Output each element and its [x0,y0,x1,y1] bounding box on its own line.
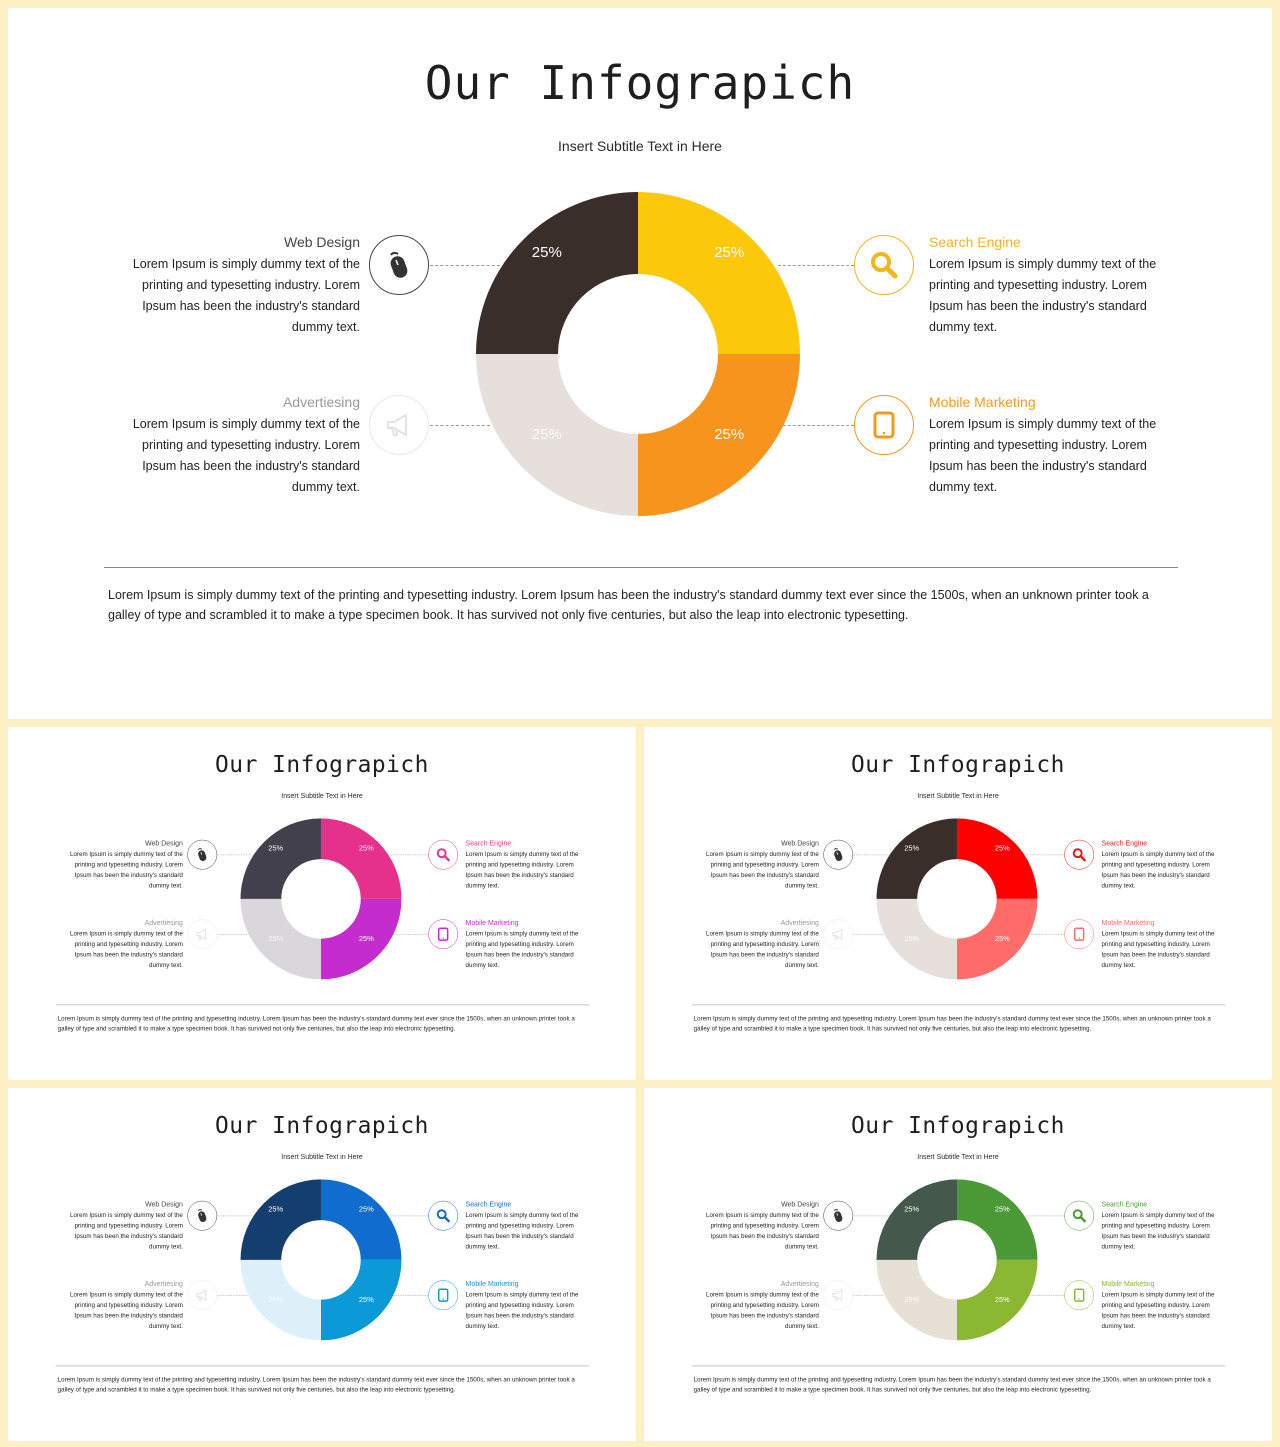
advertising-block [697,919,819,971]
advertising-label: Advertiesing [282,394,360,410]
search-icon [428,1201,458,1231]
donut-chart [877,1179,1038,1340]
web-design-block [697,839,819,891]
mobile-marketing-label: Mobile Marketing [465,1279,519,1288]
mobile-marketing-label: Mobile Marketing [929,394,1036,410]
donut-slice-search-engine [957,1179,1037,1259]
advertising-block [61,919,183,971]
slide-title: Our Infograpich [215,750,429,778]
mobile-marketing-body: Lorem Ipsum is simply dummy text of the printing and typesetting industry. Lorem Ipsum has been the industry's standard dummy text. [1101,1291,1215,1330]
advertising-body: Lorem Ipsum is simply dummy text of the printing and typesetting industry. Lorem Ipsum has been the industry's standard dummy text. [70,1291,183,1330]
search-engine-label: Search Engine [1101,839,1148,848]
search-icon [854,235,914,295]
slide-content [644,727,1272,1080]
slide-thumb-pink[interactable] [8,727,636,1080]
footer-text: Lorem Ipsum is simply dummy text of the printing and typesetting industry. Lorem Ipsum has been the industry's standard dummy text ever since the 1500s, when an unknown printer took a galley of type and scrambled it to make a type specimen book. It has survived not only five centuries, but also the leap into electronic typesetting. [693,1015,1211,1033]
donut-label-web-design: 25% [904,1204,920,1214]
search-engine-block [466,839,588,891]
donut-label-search-engine: 25% [714,243,745,261]
search-engine-body: Lorem Ipsum is simply dummy text of the printing and typesetting industry. Lorem Ipsum has been the industry's standard dummy text. [1101,1211,1215,1250]
search-engine-block [466,1200,588,1252]
donut-label-search-engine: 25% [358,1204,374,1214]
donut-label-advertiesing: 25% [531,426,562,444]
search-engine-body: Lorem Ipsum is simply dummy text of the printing and typesetting industry. Lorem Ipsum has been the industry's standard dummy text. [465,850,579,889]
advertising-label: Advertiesing [780,1279,819,1288]
tablet-icon [1064,919,1094,949]
donut-label-mobile-marketing: 25% [994,934,1010,944]
web-design-block [61,839,183,891]
mouse-icon [823,1201,853,1231]
donut-chart [877,818,1038,979]
slide-thumb-blue[interactable] [8,1088,636,1441]
search-engine-block [1102,839,1224,891]
web-design-label: Web Design [145,839,183,848]
web-design-body: Lorem Ipsum is simply dummy text of the printing and typesetting industry. Lorem Ipsum has been the industry's standard dummy text. [706,1211,819,1250]
mobile-marketing-block [1102,1280,1224,1332]
search-engine-body: Lorem Ipsum is simply dummy text of the printing and typesetting industry. Lorem Ipsum has been the industry's standard dummy text. [929,257,1157,334]
tablet-icon [428,919,458,949]
donut-label-mobile-marketing: 25% [358,934,374,944]
footer-text: Lorem Ipsum is simply dummy text of the printing and typesetting industry. Lorem Ipsum has been the industry's standard dummy text ever since the 1500s, when an unknown printer took a galley of type and scrambled it to make a type specimen book. It has survived not only five centuries, but also the leap into electronic typesetting. [108,588,1149,622]
mobile-marketing-body: Lorem Ipsum is simply dummy text of the printing and typesetting industry. Lorem Ipsum has been the industry's standard dummy text. [465,930,579,969]
donut-slice-search-engine [321,818,401,898]
web-design-body: Lorem Ipsum is simply dummy text of the printing and typesetting industry. Lorem Ipsum has been the industry's standard dummy text. [70,1211,183,1250]
mobile-marketing-body: Lorem Ipsum is simply dummy text of the printing and typesetting industry. Lorem Ipsum has been the industry's standard dummy text. [929,417,1157,494]
slide-subtitle: Insert Subtitle Text in Here [558,138,722,154]
search-icon [428,840,458,870]
slide-main[interactable] [8,8,1272,719]
slide-content [8,727,636,1080]
web-design-body: Lorem Ipsum is simply dummy text of the printing and typesetting industry. Lorem Ipsum has been the industry's standard dummy text. [706,850,819,889]
slide-thumb-green[interactable] [644,1088,1272,1441]
slide-title: Our Infograpich [424,56,856,110]
slide-title: Our Infograpich [851,1111,1065,1139]
advertising-label: Advertiesing [780,918,819,927]
mobile-marketing-block [466,919,588,971]
donut-label-advertiesing: 25% [904,934,920,944]
web-design-label: Web Design [283,234,360,250]
donut-label-web-design: 25% [904,843,920,853]
footer-text: Lorem Ipsum is simply dummy text of the printing and typesetting industry. Lorem Ipsum has been the industry's standard dummy text ever since the 1500s, when an unknown printer took a galley of type and scrambled it to make a type specimen book. It has survived not only five centuries, but also the leap into electronic typesetting. [57,1376,575,1394]
donut-chart [241,1179,402,1340]
slide-thumb-red[interactable] [644,727,1272,1080]
donut-label-web-design: 25% [268,843,284,853]
advertising-body: Lorem Ipsum is simply dummy text of the printing and typesetting industry. Lorem Ipsum has been the industry's standard dummy text. [706,930,819,969]
slide-subtitle: Insert Subtitle Text in Here [281,791,363,800]
mobile-marketing-label: Mobile Marketing [1101,918,1155,927]
donut-label-mobile-marketing: 25% [358,1295,374,1305]
slide-content [8,1088,636,1441]
slide-title: Our Infograpich [851,750,1065,778]
search-icon [1064,840,1094,870]
donut-slice-search-engine [638,192,800,354]
donut-label-search-engine: 25% [358,843,374,853]
search-engine-label: Search Engine [1101,1200,1148,1209]
mobile-marketing-label: Mobile Marketing [465,918,519,927]
web-design-body: Lorem Ipsum is simply dummy text of the printing and typesetting industry. Lorem Ipsum has been the industry's standard dummy text. [70,850,183,889]
search-icon [1064,1201,1094,1231]
advertising-body: Lorem Ipsum is simply dummy text of the printing and typesetting industry. Lorem Ipsum has been the industry's standard dummy text. [706,1291,819,1330]
web-design-label: Web Design [145,1200,183,1209]
megaphone-icon [187,1280,217,1310]
donut-label-web-design: 25% [268,1204,284,1214]
search-engine-body: Lorem Ipsum is simply dummy text of the printing and typesetting industry. Lorem Ipsum has been the industry's standard dummy text. [1101,850,1215,889]
donut-label-advertiesing: 25% [268,1295,284,1305]
donut-label-search-engine: 25% [994,843,1010,853]
mouse-icon [187,1201,217,1231]
slide-subtitle: Insert Subtitle Text in Here [917,1152,999,1161]
slide-title: Our Infograpich [215,1111,429,1139]
donut-slice-web-design [877,1179,957,1259]
megaphone-icon [823,1280,853,1310]
tablet-icon [854,395,914,455]
search-engine-label: Search Engine [465,839,512,848]
advertising-label: Advertiesing [144,918,183,927]
donut-slice-web-design [241,1179,321,1259]
megaphone-icon [823,919,853,949]
mobile-marketing-block [466,1280,588,1332]
web-design-block [114,234,360,338]
donut-label-advertiesing: 25% [268,934,284,944]
search-engine-block [1102,1200,1224,1252]
advertising-block [697,1280,819,1332]
donut-slice-web-design [877,818,957,898]
web-design-body: Lorem Ipsum is simply dummy text of the printing and typesetting industry. Lorem Ipsum has been the industry's standard dummy text. [132,257,360,334]
donut-chart [241,818,402,979]
mobile-marketing-body: Lorem Ipsum is simply dummy text of the printing and typesetting industry. Lorem Ipsum has been the industry's standard dummy text. [465,1291,579,1330]
slide-subtitle: Insert Subtitle Text in Here [281,1152,363,1161]
donut-label-search-engine: 25% [994,1204,1010,1214]
donut-label-mobile-marketing: 25% [714,426,745,444]
mobile-marketing-body: Lorem Ipsum is simply dummy text of the printing and typesetting industry. Lorem Ipsum has been the industry's standard dummy text. [1101,930,1215,969]
slide-subtitle: Insert Subtitle Text in Here [917,791,999,800]
tablet-icon [1064,1280,1094,1310]
donut-slice-search-engine [957,818,1037,898]
donut-label-advertiesing: 25% [904,1295,920,1305]
search-engine-label: Search Engine [929,234,1021,250]
donut-slice-web-design [476,192,638,354]
advertising-label: Advertiesing [144,1279,183,1288]
mouse-icon [369,235,429,295]
web-design-block [697,1200,819,1252]
megaphone-icon [369,395,429,455]
donut-label-mobile-marketing: 25% [994,1295,1010,1305]
donut-label-web-design: 25% [531,243,562,261]
web-design-label: Web Design [781,839,819,848]
tablet-icon [428,1280,458,1310]
web-design-block [61,1200,183,1252]
donut-slice-web-design [241,818,321,898]
footer-text: Lorem Ipsum is simply dummy text of the printing and typesetting industry. Lorem Ipsum has been the industry's standard dummy text ever since the 1500s, when an unknown printer took a galley of type and scrambled it to make a type specimen book. It has survived not only five centuries, but also the leap into electronic typesetting. [57,1015,575,1033]
advertising-block [61,1280,183,1332]
donut-chart [476,192,800,516]
mobile-marketing-block [929,394,1175,498]
advertising-body: Lorem Ipsum is simply dummy text of the printing and typesetting industry. Lorem Ipsum has been the industry's standard dummy text. [132,417,360,494]
mobile-marketing-label: Mobile Marketing [1101,1279,1155,1288]
divider-line [104,567,1178,568]
slide-content [8,8,1272,719]
megaphone-icon [187,919,217,949]
mouse-icon [823,840,853,870]
search-engine-block [929,234,1175,338]
advertising-block [114,394,360,498]
footer-text: Lorem Ipsum is simply dummy text of the printing and typesetting industry. Lorem Ipsum has been the industry's standard dummy text ever since the 1500s, when an unknown printer took a galley of type and scrambled it to make a type specimen book. It has survived not only five centuries, but also the leap into electronic typesetting. [693,1376,1211,1394]
mouse-icon [187,840,217,870]
search-engine-label: Search Engine [465,1200,512,1209]
slide-content [644,1088,1272,1441]
search-engine-body: Lorem Ipsum is simply dummy text of the printing and typesetting industry. Lorem Ipsum has been the industry's standard dummy text. [465,1211,579,1250]
donut-slice-search-engine [321,1179,401,1259]
advertising-body: Lorem Ipsum is simply dummy text of the printing and typesetting industry. Lorem Ipsum has been the industry's standard dummy text. [70,930,183,969]
mobile-marketing-block [1102,919,1224,971]
web-design-label: Web Design [781,1200,819,1209]
